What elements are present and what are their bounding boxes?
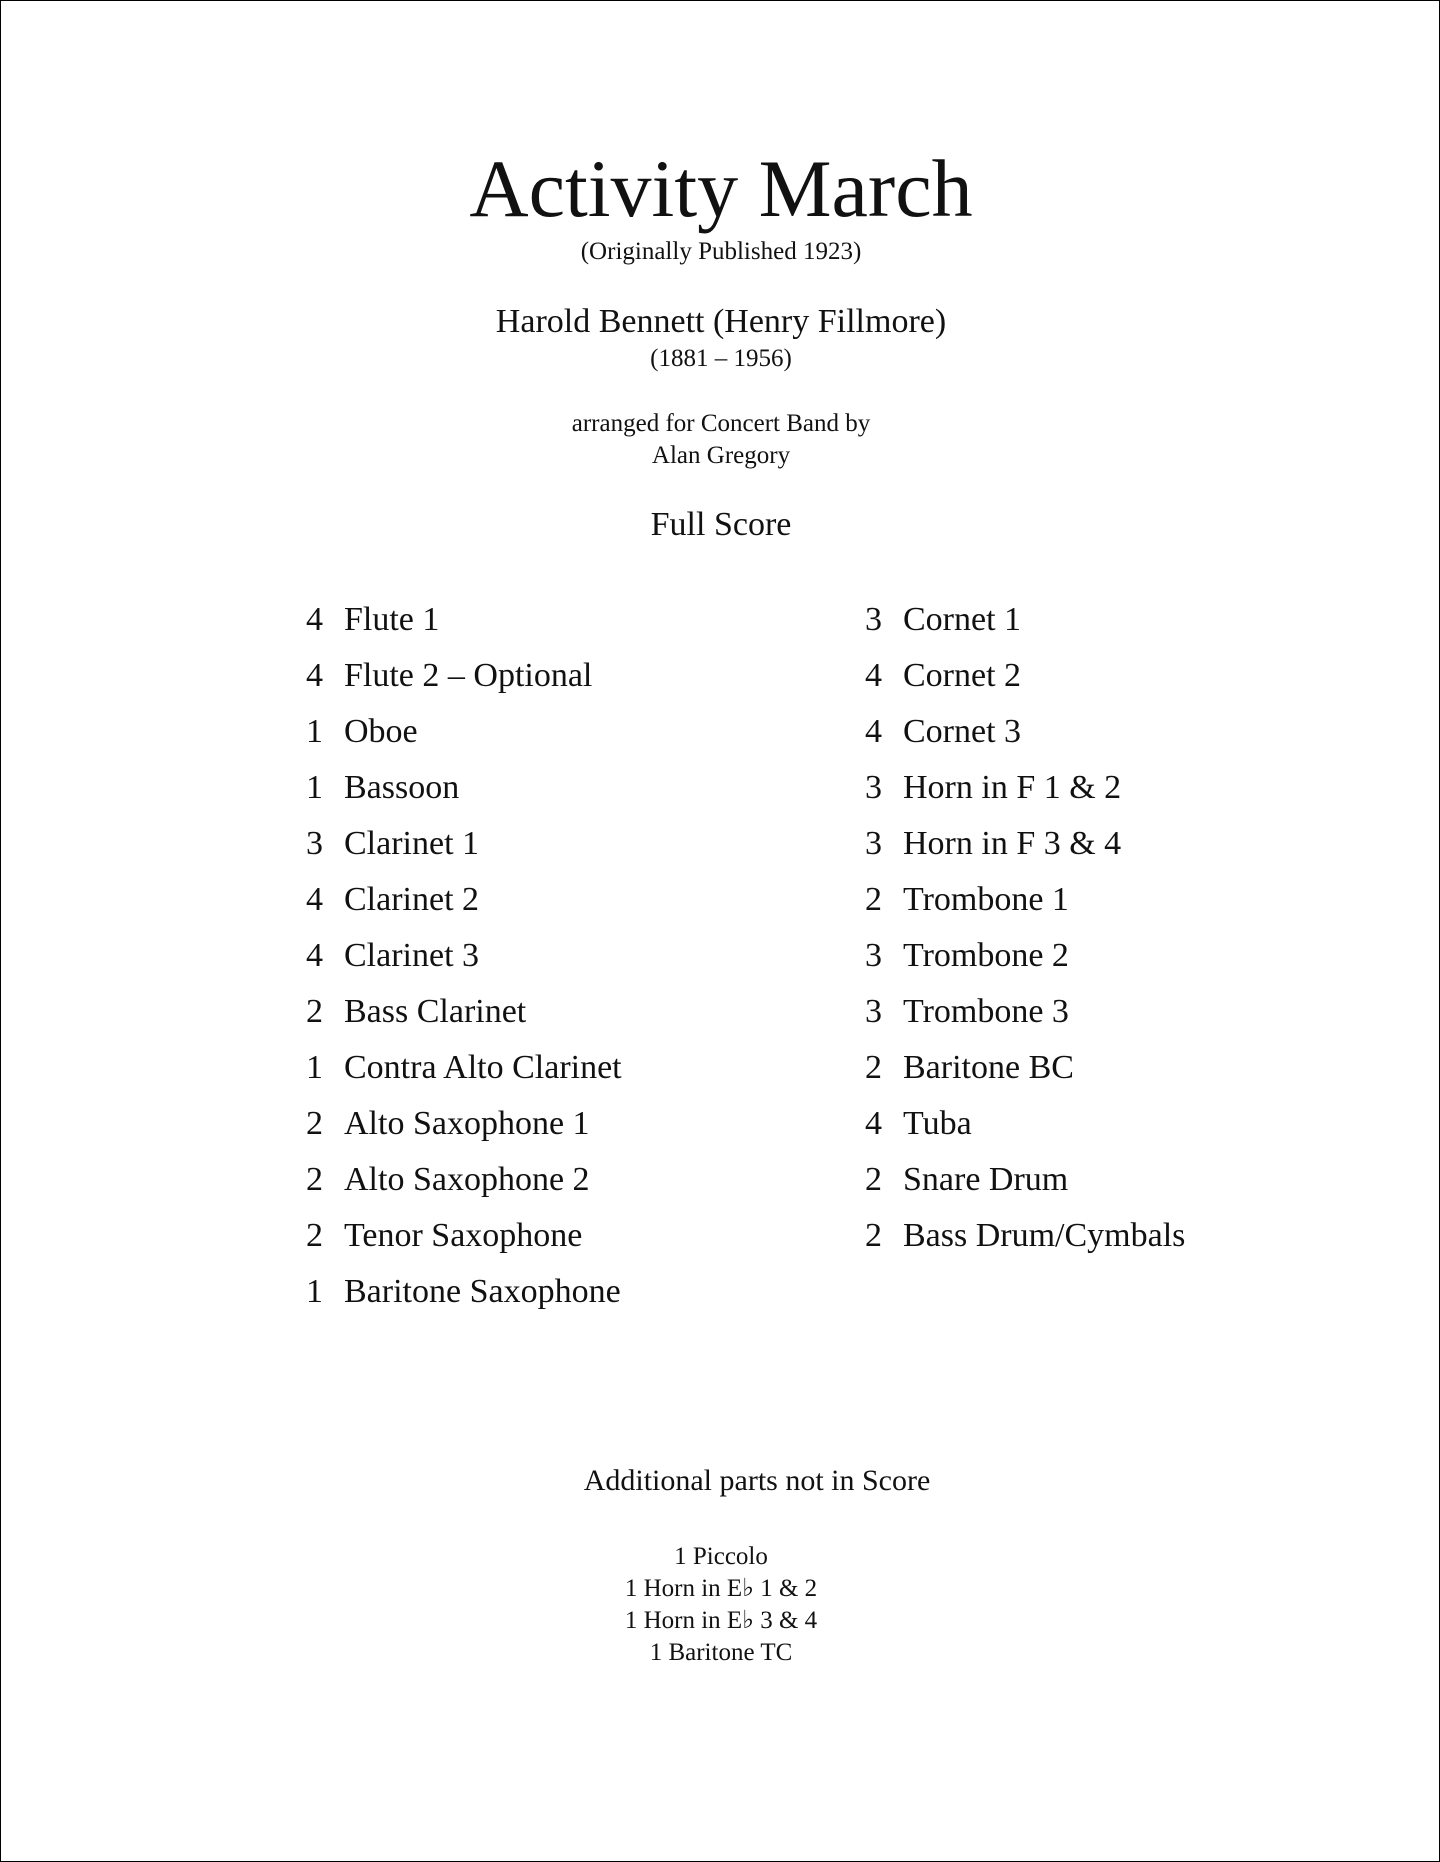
part-item — [865, 708, 1185, 764]
part-quantity: 2 — [306, 1105, 323, 1142]
part-quantity: 3 — [865, 769, 882, 806]
parts-list-left — [306, 596, 622, 1324]
part-quantity: 4 — [865, 1105, 882, 1142]
part-quantity: 2 — [306, 1161, 323, 1198]
part-name: Trombone 2 — [903, 937, 1069, 974]
part-item — [865, 1100, 1185, 1156]
part-quantity: 3 — [865, 993, 882, 1030]
arranger-name: Alan Gregory — [651, 442, 791, 469]
part-item — [865, 652, 1185, 708]
page-title: Activity March — [469, 143, 973, 234]
part-name: Snare Drum — [903, 1161, 1069, 1198]
part-item — [865, 596, 1185, 652]
part-quantity: 4 — [306, 937, 323, 974]
score-type-label: Full Score — [650, 506, 792, 543]
part-item — [865, 1156, 1185, 1212]
part-name: Oboe — [344, 713, 418, 750]
part-name: Bassoon — [344, 769, 460, 806]
part-quantity: 3 — [865, 937, 882, 974]
part-name: Horn in F 3 & 4 — [903, 825, 1122, 862]
part-item — [306, 1212, 622, 1268]
part-item — [306, 1044, 622, 1100]
part-item — [306, 652, 622, 708]
part-name: Flute 2 – Optional — [344, 657, 593, 694]
part-item — [865, 1212, 1185, 1268]
part-name: Flute 1 — [344, 601, 440, 638]
part-item — [865, 1044, 1185, 1100]
part-quantity: 2 — [865, 1161, 882, 1198]
additional-part-item: 1 Horn in E♭ 3 & 4 — [624, 1607, 818, 1634]
part-item — [306, 876, 622, 932]
part-name: Tenor Saxophone — [344, 1217, 583, 1254]
part-quantity: 3 — [306, 825, 323, 862]
part-name: Tuba — [903, 1105, 972, 1142]
arranged-for-line: arranged for Concert Band by — [571, 410, 871, 437]
part-quantity: 2 — [865, 1217, 882, 1254]
additional-part-item: 1 Piccolo — [674, 1543, 768, 1570]
part-item — [865, 820, 1185, 876]
additional-part-item: 1 Horn in E♭ 1 & 2 — [624, 1575, 818, 1602]
part-quantity: 4 — [865, 657, 882, 694]
additional-part-item: 1 Baritone TC — [649, 1639, 793, 1666]
additional-parts-list — [1, 1541, 1440, 1669]
part-quantity: 2 — [865, 881, 882, 918]
part-name: Cornet 3 — [903, 713, 1022, 750]
part-quantity: 1 — [306, 713, 323, 750]
part-quantity: 4 — [306, 601, 323, 638]
part-name: Clarinet 1 — [344, 825, 480, 862]
part-item — [306, 820, 622, 876]
part-quantity: 1 — [306, 1049, 323, 1086]
part-item — [306, 764, 622, 820]
part-name: Trombone 1 — [903, 881, 1069, 918]
additional-parts-heading: Additional parts not in Score — [583, 1464, 931, 1497]
part-item — [865, 932, 1185, 988]
part-quantity: 4 — [865, 713, 882, 750]
part-item — [306, 1156, 622, 1212]
part-quantity: 2 — [306, 993, 323, 1030]
part-name: Alto Saxophone 2 — [344, 1161, 590, 1198]
part-item — [306, 1100, 622, 1156]
part-name: Horn in F 1 & 2 — [903, 769, 1122, 806]
part-name: Contra Alto Clarinet — [344, 1049, 622, 1086]
part-quantity: 1 — [306, 1273, 323, 1310]
part-quantity: 2 — [865, 1049, 882, 1086]
part-item — [306, 596, 622, 652]
parts-list-right — [865, 596, 1185, 1268]
part-quantity: 3 — [865, 825, 882, 862]
part-name: Baritone BC — [903, 1049, 1074, 1086]
part-quantity: 4 — [306, 657, 323, 694]
part-item — [306, 988, 622, 1044]
part-quantity: 1 — [306, 769, 323, 806]
composer-dates: (1881 – 1956) — [650, 345, 792, 372]
part-name: Clarinet 3 — [344, 937, 480, 974]
part-name: Cornet 2 — [903, 657, 1022, 694]
part-name: Cornet 1 — [903, 601, 1022, 638]
part-item — [306, 1268, 622, 1324]
composer-name: Harold Bennett (Henry Fillmore) — [495, 303, 947, 340]
part-name: Clarinet 2 — [344, 881, 480, 918]
part-item — [306, 708, 622, 764]
original-publication-note: (Originally Published 1923) — [580, 238, 862, 265]
part-item — [865, 764, 1185, 820]
part-name: Trombone 3 — [903, 993, 1069, 1030]
part-item — [865, 876, 1185, 932]
part-quantity: 2 — [306, 1217, 323, 1254]
part-name: Baritone Saxophone — [344, 1273, 621, 1310]
part-item — [865, 988, 1185, 1044]
part-quantity: 3 — [865, 601, 882, 638]
part-item — [306, 932, 622, 988]
part-quantity: 4 — [306, 881, 323, 918]
part-name: Alto Saxophone 1 — [344, 1105, 590, 1142]
part-name: Bass Clarinet — [344, 993, 527, 1030]
part-name: Bass Drum/Cymbals — [903, 1217, 1186, 1254]
